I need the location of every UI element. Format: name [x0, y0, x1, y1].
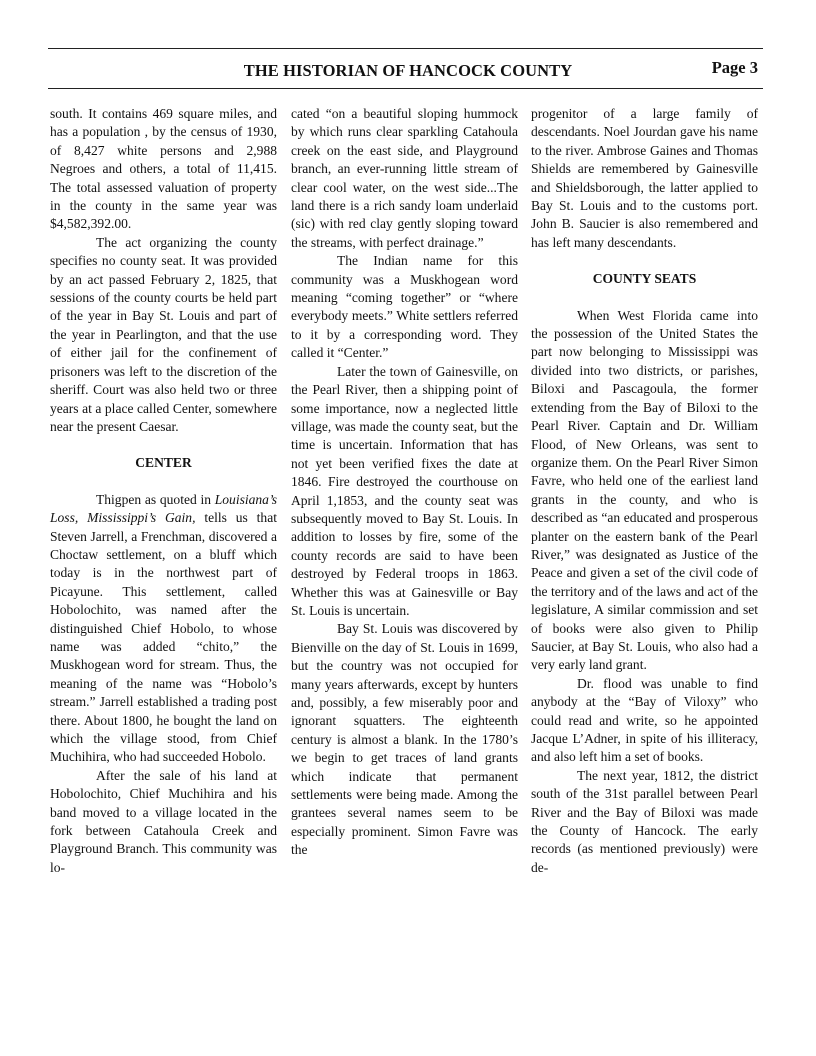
column-2 — [291, 105, 518, 860]
paragraph: After the sale of his land at Hobolochito, Chief Muchihira and his band moved to a village located in the fork between Catahoula Creek and Playground Branch. This community was lo- — [50, 767, 277, 875]
page-number: Page 3 — [711, 58, 758, 77]
text-run: tells us that Steven Jarrell, a Frenchman, discovered a Choctaw settlement, on a bluff which today is in the northwest part of Picayune. This settlement, called Hobolochito, was named after the distinguished Chief Hobolo, to whose name was added “chito,” the Muskhogean word for stream. Thus, the meaning of the name was “Hobolo’s stream.” Jarrell established a trading post there. About 1800, he bought the land on which the village stood, from Chief Muchihira, who had succeeded Hobolo. — [50, 510, 277, 765]
paragraph: Bay St. Louis was discovered by Bienville on the day of St. Louis in 1699, but the country was not occupied for many years afterwards, except by hunters and, possibly, a few miserably poor and ignorant squatters. The eighteenth century is almost a blank. In the 1780’s we begin to get traces of land grants which indicate that permanent settlements were being made. Among the grantees several names seem to be especially prominent. Simon Favre was the — [291, 621, 518, 858]
paragraph: Later the town of Gainesville, on the Pearl River, then a shipping point of some importance, now a neglected little village, was made the county seat, but the time is uncertain. Information that has not yet been verified fixes the date at 1846. Fire destroyed the courthouse on April 1,1853, and the county seat was subsequently moved to Bay St. Louis. In addition to losses by fire, some of the county records are said to have been destroyed by Federal troops in 1863. Whether this was at Gainesville or Bay St. Louis is uncertain. — [291, 363, 518, 618]
book-title: Louisiana’s Loss, Mississippi’s Gain, — [50, 491, 277, 526]
column-1 — [50, 105, 277, 877]
paragraph: The next year, 1812, the district south of the 31st parallel between Pearl River and the Bay of Biloxi was made the County of Hancock. The early records (as mentioned previously) were de- — [531, 767, 758, 875]
paragraph: The Indian name for this community was a Muskhogean word meaning “coming together” or “where everybody meets.” White settlers referred to it by a corresponding word. They called it “Center.” — [291, 253, 518, 361]
section-heading-center: CENTER — [135, 455, 192, 471]
newsletter-title: THE HISTORIAN OF HANCOCK COUNTY — [243, 61, 573, 80]
paragraph: Dr. flood was unable to find anybody at the “Bay of Viloxy” who could read and write, so he appointed Jacque L’Adner, in spite of his illiteracy, and also left him a set of books. — [531, 675, 758, 765]
paragraph: south. It contains 469 square miles, and has a population , by the census of 1930, of 8,427 white persons and 2,988 Negroes and others, a total of 11,415. The total assessed valuation of property in the county in the same year was $4,582,392.00. — [50, 106, 277, 232]
text-run: Thigpen as quoted in — [96, 491, 215, 507]
section-heading-county-seats: COUNTY SEATS — [592, 271, 697, 287]
paragraph: When West Florida came into the possession of the United States the part now belonging to Mississippi was divided into two districts, or parishes, Biloxi and Pascagoula, the former extending from the Bay of Biloxi to the Pearl River. Captain and Dr. William Flood, of New Orleans, was sent to organize them. On the Pearl River Simon Favre, who held one of the earliest land grants in the county, and who is described as “an educated and prosperous planter on the eastern bank of the Pearl River,” was designated as Justice of the Peace and given a set of the civil code of the territory and of the laws and act of the legislature, A similar commission and set of books were also given to Philip Saucier, at Bay St. Louis, who also had a very early land grant. — [531, 307, 758, 673]
header-bottom-rule — [48, 88, 763, 89]
paragraph: The act organizing the county specifies no county seat. It was provided by an act passed February 2, 1825, that sessions of the county courts be held part of the year in Bay St. Louis and part of the year in Pearlington, and that the use of either jail for the confinement of prisoners was left to the discretion of the sheriff. Court was also held two or three years at a place called Center, somewhere near the present Caesar. — [50, 234, 277, 434]
paragraph: cated “on a beautiful sloping hummock by which runs clear sparkling Catahoula creek on the east side, and Playground branch, an ever-running little stream of clear cool water, on the west side...The land there is a rich sandy loam underlaid (sic) with red clay gently sloping toward the streams, with perfect drainage.” — [291, 106, 518, 250]
header-top-rule — [48, 48, 763, 49]
paragraph — [50, 491, 277, 767]
column-3 — [531, 105, 758, 877]
paragraph: progenitor of a large family of descendants. Noel Jourdan gave his name to the river. Ambrose Gaines and Thomas Shields are remembered by Gainesville and Shieldsborough, the latter applied to Bay St. Louis and to the customs port. John B. Saucier is also remembered and has left many descendants. — [531, 106, 758, 250]
